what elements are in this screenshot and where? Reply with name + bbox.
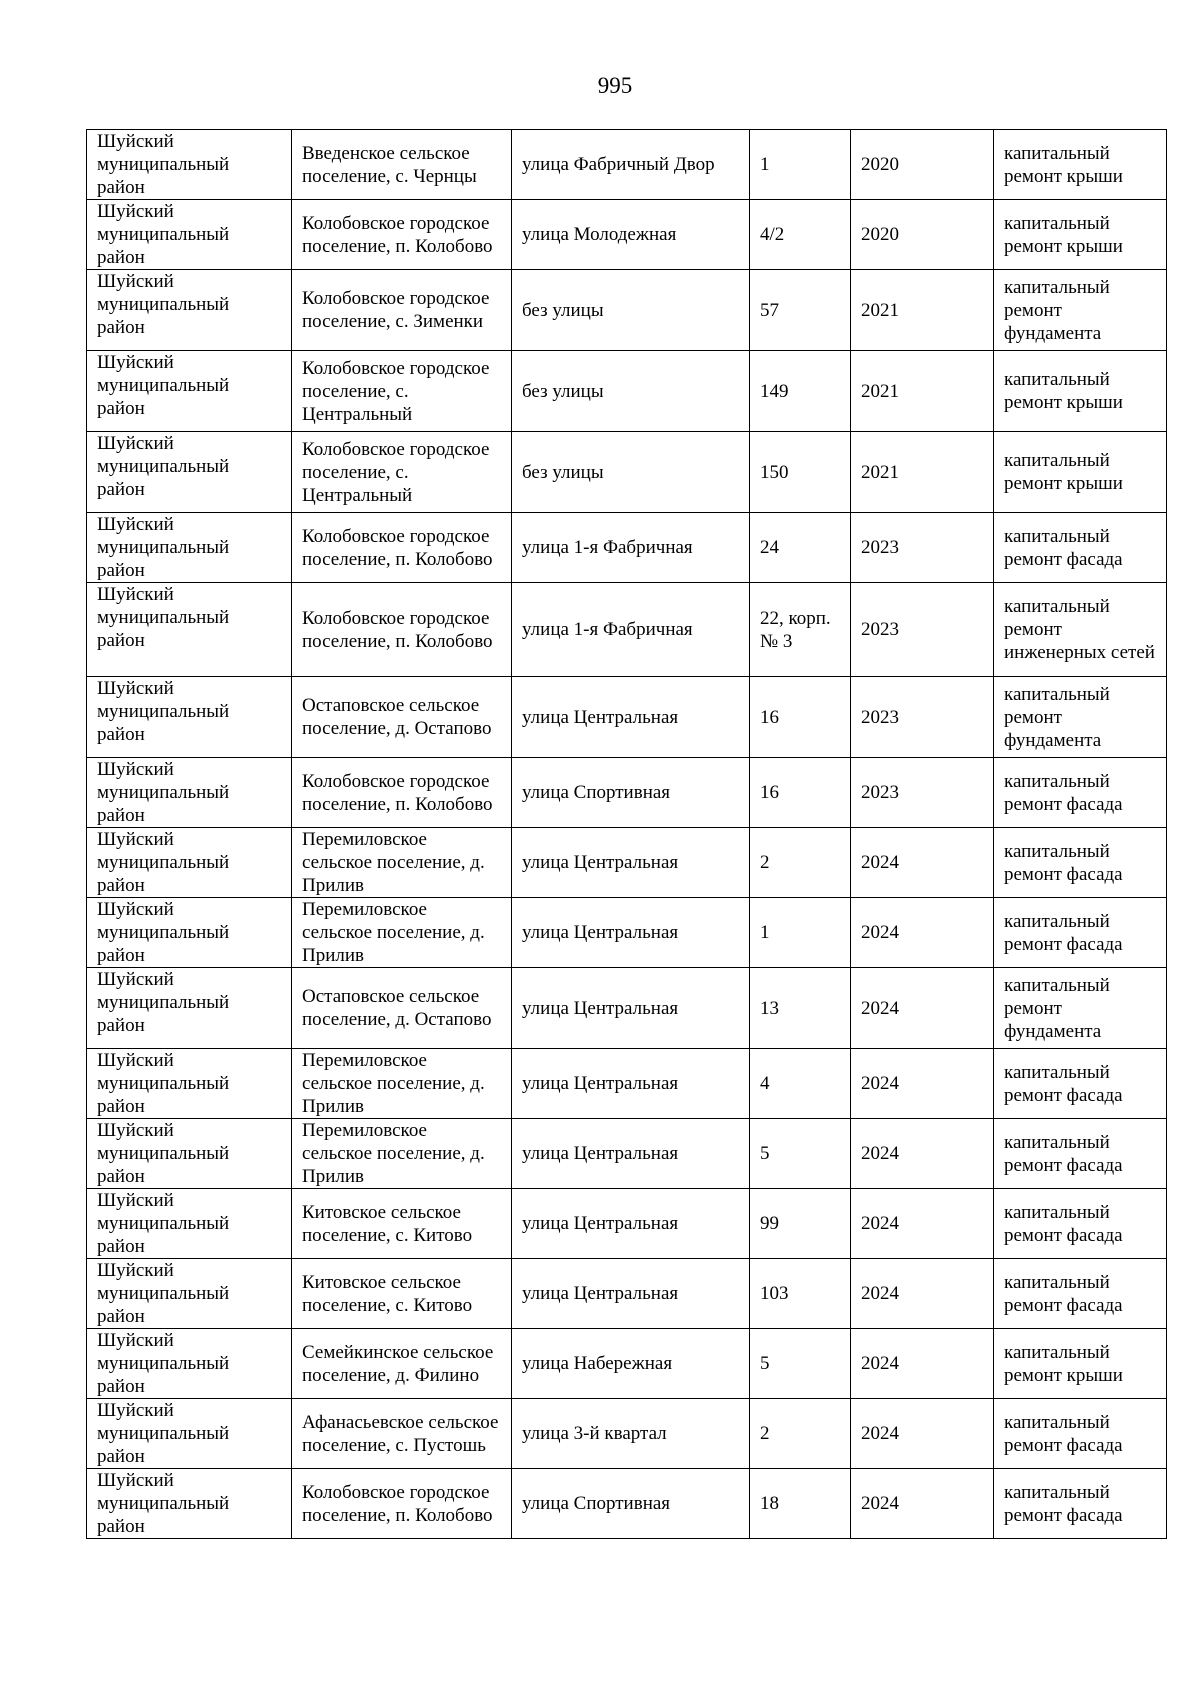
district-cell: Шуйский муниципальный район xyxy=(87,200,292,270)
year-cell: 2023 xyxy=(851,513,994,583)
settlement-cell: Колобовское городское поселение, с. Центральный xyxy=(292,432,512,513)
settlement-cell: Колобовское городское поселение, п. Колобово xyxy=(292,758,512,828)
work-type-cell: капитальный ремонт фасада xyxy=(994,1119,1167,1189)
work-type-cell: капитальный ремонт фундамента xyxy=(994,968,1167,1049)
street-cell: улица Фабричный Двор xyxy=(512,130,750,200)
work-type-cell: капитальный ремонт фасада xyxy=(994,1189,1167,1259)
records-table-body xyxy=(87,130,1167,1539)
house-number-cell: 149 xyxy=(750,351,851,432)
street-cell: без улицы xyxy=(512,351,750,432)
year-cell: 2023 xyxy=(851,583,994,677)
street-cell: улица 1-я Фабричная xyxy=(512,513,750,583)
year-cell: 2024 xyxy=(851,1259,994,1329)
settlement-cell: Перемиловское сельское поселение, д. Прилив xyxy=(292,828,512,898)
year-cell: 2024 xyxy=(851,1049,994,1119)
work-type-cell: капитальный ремонт фасада xyxy=(994,828,1167,898)
settlement-cell: Колобовское городское поселение, п. Колобово xyxy=(292,200,512,270)
house-number-cell: 18 xyxy=(750,1469,851,1539)
district-cell: Шуйский муниципальный район xyxy=(87,583,292,677)
settlement-cell: Колобовское городское поселение, с. Центральный xyxy=(292,351,512,432)
table-row xyxy=(87,1399,1167,1469)
records-table xyxy=(86,129,1167,1539)
work-type-cell: капитальный ремонт фундамента xyxy=(994,677,1167,758)
district-cell: Шуйский муниципальный район xyxy=(87,758,292,828)
house-number-cell: 4 xyxy=(750,1049,851,1119)
table-row xyxy=(87,270,1167,351)
year-cell: 2024 xyxy=(851,1469,994,1539)
work-type-cell: капитальный ремонт крыши xyxy=(994,432,1167,513)
settlement-cell: Введенское сельское поселение, с. Чернцы xyxy=(292,130,512,200)
work-type-cell: капитальный ремонт фасада xyxy=(994,513,1167,583)
district-cell: Шуйский муниципальный район xyxy=(87,1329,292,1399)
table-row xyxy=(87,758,1167,828)
district-cell: Шуйский муниципальный район xyxy=(87,1049,292,1119)
work-type-cell: капитальный ремонт фасада xyxy=(994,1469,1167,1539)
work-type-cell: капитальный ремонт крыши xyxy=(994,351,1167,432)
work-type-cell: капитальный ремонт фундамента xyxy=(994,270,1167,351)
district-cell: Шуйский муниципальный район xyxy=(87,270,292,351)
district-cell: Шуйский муниципальный район xyxy=(87,513,292,583)
table-row xyxy=(87,1119,1167,1189)
district-cell: Шуйский муниципальный район xyxy=(87,828,292,898)
house-number-cell: 1 xyxy=(750,130,851,200)
year-cell: 2024 xyxy=(851,898,994,968)
district-cell: Шуйский муниципальный район xyxy=(87,1189,292,1259)
house-number-cell: 5 xyxy=(750,1119,851,1189)
table-row xyxy=(87,432,1167,513)
table-row xyxy=(87,513,1167,583)
work-type-cell: капитальный ремонт крыши xyxy=(994,130,1167,200)
settlement-cell: Перемиловское сельское поселение, д. Прилив xyxy=(292,898,512,968)
district-cell: Шуйский муниципальный район xyxy=(87,1469,292,1539)
work-type-cell: капитальный ремонт инженерных сетей xyxy=(994,583,1167,677)
year-cell: 2024 xyxy=(851,1119,994,1189)
table-row xyxy=(87,1189,1167,1259)
street-cell: улица Центральная xyxy=(512,1119,750,1189)
table-row xyxy=(87,828,1167,898)
house-number-cell: 16 xyxy=(750,677,851,758)
work-type-cell: капитальный ремонт фасада xyxy=(994,1049,1167,1119)
year-cell: 2024 xyxy=(851,1189,994,1259)
page-number: 995 xyxy=(597,73,633,98)
year-cell: 2020 xyxy=(851,200,994,270)
settlement-cell: Колобовское городское поселение, п. Колобово xyxy=(292,583,512,677)
district-cell: Шуйский муниципальный район xyxy=(87,351,292,432)
table-row xyxy=(87,200,1167,270)
district-cell: Шуйский муниципальный район xyxy=(87,968,292,1049)
table-row xyxy=(87,1259,1167,1329)
settlement-cell: Перемиловское сельское поселение, д. Прилив xyxy=(292,1049,512,1119)
street-cell: улица 3-й квартал xyxy=(512,1399,750,1469)
street-cell: без улицы xyxy=(512,270,750,351)
house-number-cell: 99 xyxy=(750,1189,851,1259)
house-number-cell: 13 xyxy=(750,968,851,1049)
work-type-cell: капитальный ремонт крыши xyxy=(994,200,1167,270)
house-number-cell: 5 xyxy=(750,1329,851,1399)
year-cell: 2023 xyxy=(851,677,994,758)
street-cell: улица Центральная xyxy=(512,898,750,968)
house-number-cell: 16 xyxy=(750,758,851,828)
street-cell: улица Спортивная xyxy=(512,758,750,828)
table-row xyxy=(87,1329,1167,1399)
settlement-cell: Остаповское сельское поселение, д. Остапово xyxy=(292,677,512,758)
work-type-cell: капитальный ремонт фасада xyxy=(994,1259,1167,1329)
table-row xyxy=(87,1469,1167,1539)
street-cell: улица Спортивная xyxy=(512,1469,750,1539)
settlement-cell: Семейкинское сельское поселение, д. Филино xyxy=(292,1329,512,1399)
house-number-cell: 57 xyxy=(750,270,851,351)
settlement-cell: Китовское сельское поселение, с. Китово xyxy=(292,1259,512,1329)
table-row xyxy=(87,351,1167,432)
house-number-cell: 150 xyxy=(750,432,851,513)
settlement-cell: Китовское сельское поселение, с. Китово xyxy=(292,1189,512,1259)
house-number-cell: 22, корп. № 3 xyxy=(750,583,851,677)
work-type-cell: капитальный ремонт крыши xyxy=(994,1329,1167,1399)
district-cell: Шуйский муниципальный район xyxy=(87,677,292,758)
year-cell: 2024 xyxy=(851,828,994,898)
house-number-cell: 2 xyxy=(750,1399,851,1469)
work-type-cell: капитальный ремонт фасада xyxy=(994,758,1167,828)
house-number-cell: 4/2 xyxy=(750,200,851,270)
year-cell: 2024 xyxy=(851,968,994,1049)
settlement-cell: Перемиловское сельское поселение, д. Прилив xyxy=(292,1119,512,1189)
district-cell: Шуйский муниципальный район xyxy=(87,898,292,968)
table-row xyxy=(87,677,1167,758)
house-number-cell: 1 xyxy=(750,898,851,968)
settlement-cell: Афанасьевское сельское поселение, с. Пустошь xyxy=(292,1399,512,1469)
year-cell: 2020 xyxy=(851,130,994,200)
table-row xyxy=(87,1049,1167,1119)
work-type-cell: капитальный ремонт фасада xyxy=(994,898,1167,968)
street-cell: улица Центральная xyxy=(512,1049,750,1119)
street-cell: улица Центральная xyxy=(512,828,750,898)
street-cell: улица Набережная xyxy=(512,1329,750,1399)
work-type-cell: капитальный ремонт фасада xyxy=(994,1399,1167,1469)
year-cell: 2024 xyxy=(851,1329,994,1399)
district-cell: Шуйский муниципальный район xyxy=(87,1259,292,1329)
settlement-cell: Колобовское городское поселение, п. Колобово xyxy=(292,1469,512,1539)
street-cell: улица Центральная xyxy=(512,968,750,1049)
street-cell: улица Молодежная xyxy=(512,200,750,270)
year-cell: 2023 xyxy=(851,758,994,828)
settlement-cell: Колобовское городское поселение, п. Колобово xyxy=(292,513,512,583)
house-number-cell: 2 xyxy=(750,828,851,898)
street-cell: улица Центральная xyxy=(512,677,750,758)
street-cell: улица Центральная xyxy=(512,1259,750,1329)
year-cell: 2021 xyxy=(851,351,994,432)
table-row xyxy=(87,898,1167,968)
year-cell: 2021 xyxy=(851,432,994,513)
district-cell: Шуйский муниципальный район xyxy=(87,130,292,200)
district-cell: Шуйский муниципальный район xyxy=(87,1119,292,1189)
year-cell: 2021 xyxy=(851,270,994,351)
street-cell: улица 1-я Фабричная xyxy=(512,583,750,677)
street-cell: улица Центральная xyxy=(512,1189,750,1259)
settlement-cell: Остаповское сельское поселение, д. Остапово xyxy=(292,968,512,1049)
house-number-cell: 103 xyxy=(750,1259,851,1329)
table-row xyxy=(87,968,1167,1049)
district-cell: Шуйский муниципальный район xyxy=(87,432,292,513)
year-cell: 2024 xyxy=(851,1399,994,1469)
street-cell: без улицы xyxy=(512,432,750,513)
district-cell: Шуйский муниципальный район xyxy=(87,1399,292,1469)
table-row xyxy=(87,130,1167,200)
table-row xyxy=(87,583,1167,677)
settlement-cell: Колобовское городское поселение, с. Зименки xyxy=(292,270,512,351)
house-number-cell: 24 xyxy=(750,513,851,583)
